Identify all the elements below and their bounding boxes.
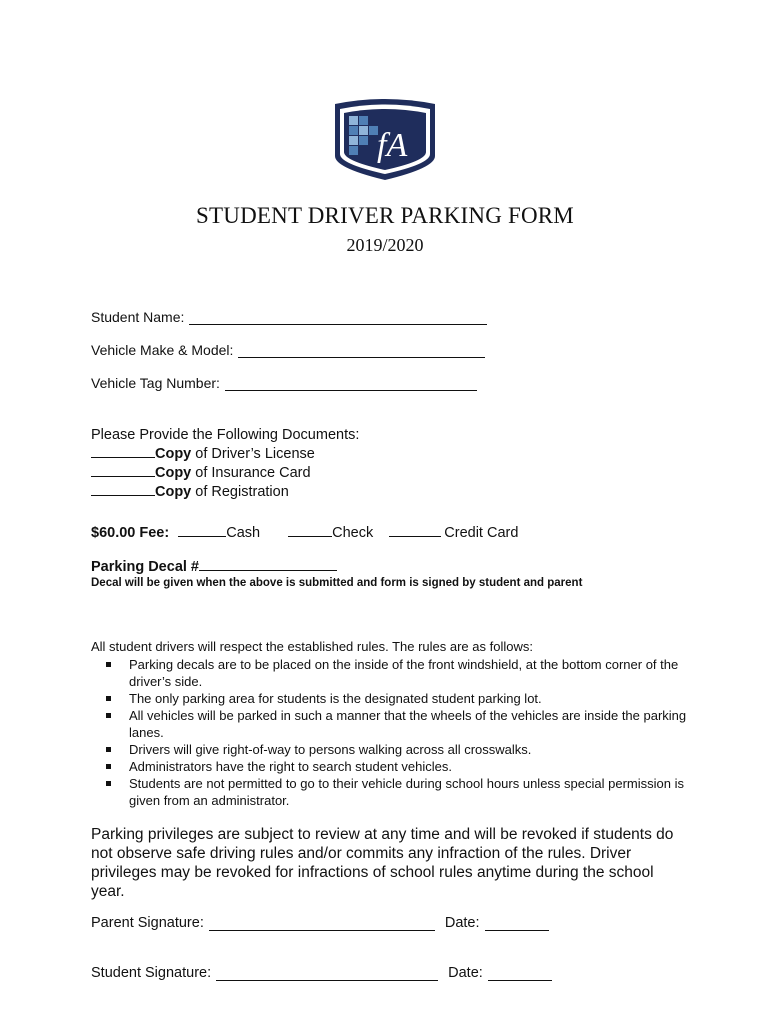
check-blank[interactable] xyxy=(288,523,332,537)
list-item: Administrators have the right to search student vehicles. xyxy=(100,758,690,775)
check-blank[interactable] xyxy=(91,482,155,496)
svg-text:fA: fA xyxy=(377,127,408,164)
school-logo xyxy=(331,98,439,182)
credit-blank[interactable] xyxy=(389,523,441,537)
bullet-icon xyxy=(106,713,111,718)
fee-row xyxy=(91,523,518,541)
bullet-icon xyxy=(106,747,111,752)
student-name-line[interactable] xyxy=(189,310,487,325)
parent-signature-row xyxy=(91,915,549,931)
vehicle-make-label: Vehicle Make & Model: xyxy=(91,342,234,358)
check-option: Check xyxy=(332,525,374,541)
decal-number-blank[interactable] xyxy=(199,557,337,571)
bullet-icon xyxy=(106,781,111,786)
privileges-paragraph: Parking privileges are subject to review at any time and will be revoked if students do not observe safe driving rules and/or commits any infraction of the rules. Driver privileges may be revoked for infractions of school rules anytime during the school year. xyxy=(91,826,674,900)
parent-signature-line[interactable] xyxy=(209,916,435,931)
bullet-icon xyxy=(106,662,111,667)
document-item: Copy of Registration xyxy=(91,482,359,501)
date-label: Date: xyxy=(448,965,483,981)
student-name-label: Student Name: xyxy=(91,309,185,325)
documents-heading: Please Provide the Following Documents: xyxy=(91,427,360,443)
list-item: Students are not permitted to go to their vehicle during school hours unless special permission is given from an administrator. xyxy=(100,775,690,809)
parking-decal-label: Parking Decal # xyxy=(91,559,199,575)
list-item: Drivers will give right-of-way to persons walking across all crosswalks. xyxy=(100,741,690,758)
list-item: The only parking area for students is the designated student parking lot. xyxy=(100,690,690,707)
vehicle-make-line[interactable] xyxy=(238,343,485,358)
bullet-icon xyxy=(106,764,111,769)
rules-intro: All student drivers will respect the established rules. The rules are as follows: xyxy=(91,639,533,654)
vehicle-tag-label: Vehicle Tag Number: xyxy=(91,375,220,391)
student-signature-row xyxy=(91,965,552,981)
rules-list xyxy=(100,656,690,809)
student-name-field[interactable] xyxy=(91,309,487,325)
vehicle-tag-field[interactable] xyxy=(91,375,477,391)
student-signature-label: Student Signature: xyxy=(91,965,212,981)
cash-blank[interactable] xyxy=(178,523,226,537)
list-item: Parking decals are to be placed on the inside of the front windshield, at the bottom corner of the driver’s side. xyxy=(100,656,690,690)
decal-note: Decal will be given when the above is submitted and form is signed by student and parent xyxy=(91,577,583,589)
parking-decal-row xyxy=(91,557,337,575)
credit-card-option: Credit Card xyxy=(444,525,519,541)
documents-section xyxy=(91,426,359,501)
vehicle-make-field[interactable] xyxy=(91,342,485,358)
form-year: 2019/2020 xyxy=(346,235,424,255)
document-item: Copy of Insurance Card xyxy=(91,463,359,482)
student-signature-line[interactable] xyxy=(216,966,438,981)
student-date-line[interactable] xyxy=(488,966,552,981)
cash-option: Cash xyxy=(226,525,261,541)
bullet-icon xyxy=(106,696,111,701)
check-blank[interactable] xyxy=(91,463,155,477)
list-item: All vehicles will be parked in such a manner that the wheels of the vehicles are inside the parking lanes. xyxy=(100,707,690,741)
parent-date-line[interactable] xyxy=(485,916,549,931)
date-label: Date: xyxy=(444,915,480,931)
fee-label: $60.00 Fee: xyxy=(91,525,170,541)
form-title: STUDENT DRIVER PARKING FORM xyxy=(196,203,574,228)
document-item: Copy of Driver’s License xyxy=(91,444,359,463)
check-blank[interactable] xyxy=(91,444,155,458)
vehicle-tag-line[interactable] xyxy=(225,376,477,391)
parent-signature-label: Parent Signature: xyxy=(91,915,204,931)
